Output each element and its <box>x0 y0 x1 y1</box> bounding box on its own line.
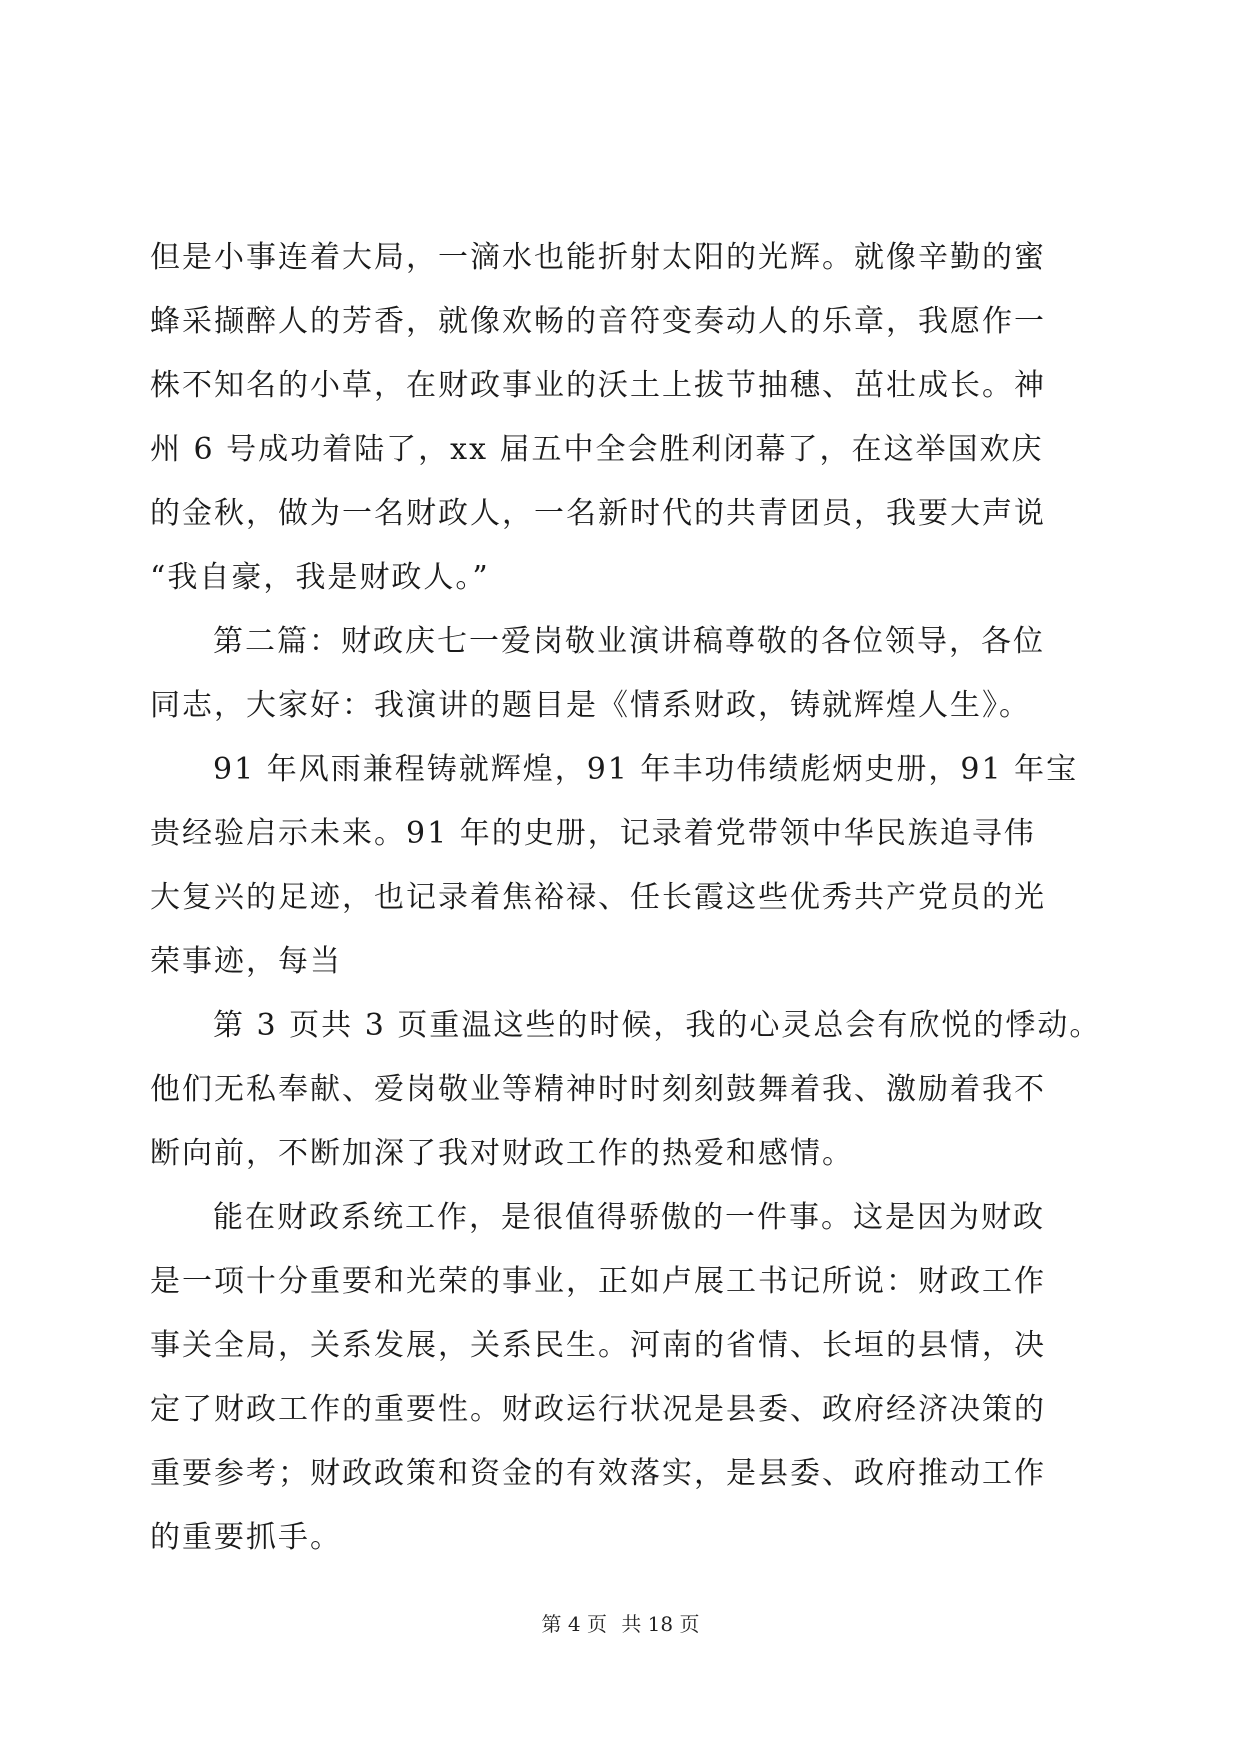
total-pages: 共 18 页 <box>621 1612 700 1636</box>
text-line: 是一项十分重要和光荣的事业，正如卢展工书记所说：财政工作 <box>150 1264 1046 1299</box>
text-line: 大复兴的足迹，也记录着焦裕禄、任长霞这些优秀共产党员的光 <box>150 880 1046 915</box>
text-line: 断向前，不断加深了我对财政工作的热爱和感情。 <box>150 1136 854 1171</box>
text-line: 事关全局，关系发展，关系民生。河南的省情、长垣的县情，决 <box>150 1328 1046 1363</box>
paragraph <box>150 1186 1088 1570</box>
text-line: 的金秋，做为一名财政人，一名新时代的共青团员，我要大声说 <box>150 496 1046 531</box>
text-line: 荣事迹，每当 <box>150 944 342 979</box>
text-line: 91 年风雨兼程铸就辉煌，91 年丰功伟绩彪炳史册，91 年宝 <box>213 752 1079 787</box>
paragraph <box>150 994 1102 1186</box>
text-line: 第二篇：财政庆七一爱岗敬业演讲稿尊敬的各位领导，各位 <box>213 624 1045 659</box>
text-line: 株不知名的小草，在财政事业的沃土上拔节抽穗、茁壮成长。神 <box>150 368 1046 403</box>
paragraph <box>150 738 1088 994</box>
current-page-number: 第 4 页 <box>541 1612 607 1636</box>
text-line: 定了财政工作的重要性。财政运行状况是县委、政府经济决策的 <box>150 1392 1046 1427</box>
paragraph <box>150 226 1088 610</box>
page-footer <box>0 1608 1241 1637</box>
text-line: 同志，大家好：我演讲的题目是《情系财政，铸就辉煌人生》。 <box>150 688 1031 723</box>
text-line: 的重要抓手。 <box>150 1520 342 1555</box>
text-line: 贵经验启示未来。91 年的史册，记录着党带领中华民族追寻伟 <box>150 816 1036 851</box>
text-line: 蜂采撷醉人的芳香，就像欢畅的音符变奏动人的乐章，我愿作一 <box>150 304 1046 339</box>
text-line: 但是小事连着大局，一滴水也能折射太阳的光辉。就像辛勤的蜜 <box>150 240 1046 275</box>
text-line: 他们无私奉献、爱岗敬业等精神时时刻刻鼓舞着我、激励着我不 <box>150 1072 1046 1107</box>
text-line: 能在财政系统工作，是很值得骄傲的一件事。这是因为财政 <box>213 1200 1045 1235</box>
text-line: 第 3 页共 3 页重温这些的时候，我的心灵总会有欣悦的悸动。 <box>213 1008 1102 1043</box>
paragraph <box>150 610 1088 738</box>
text-line: 重要参考；财政政策和资金的有效落实，是县委、政府推动工作 <box>150 1456 1046 1491</box>
document-body <box>150 226 1102 1570</box>
text-line: “我自豪，我是财政人。” <box>150 560 490 595</box>
text-line: 州 6 号成功着陆了，xx 届五中全会胜利闭幕了，在这举国欢庆 <box>150 432 1044 467</box>
